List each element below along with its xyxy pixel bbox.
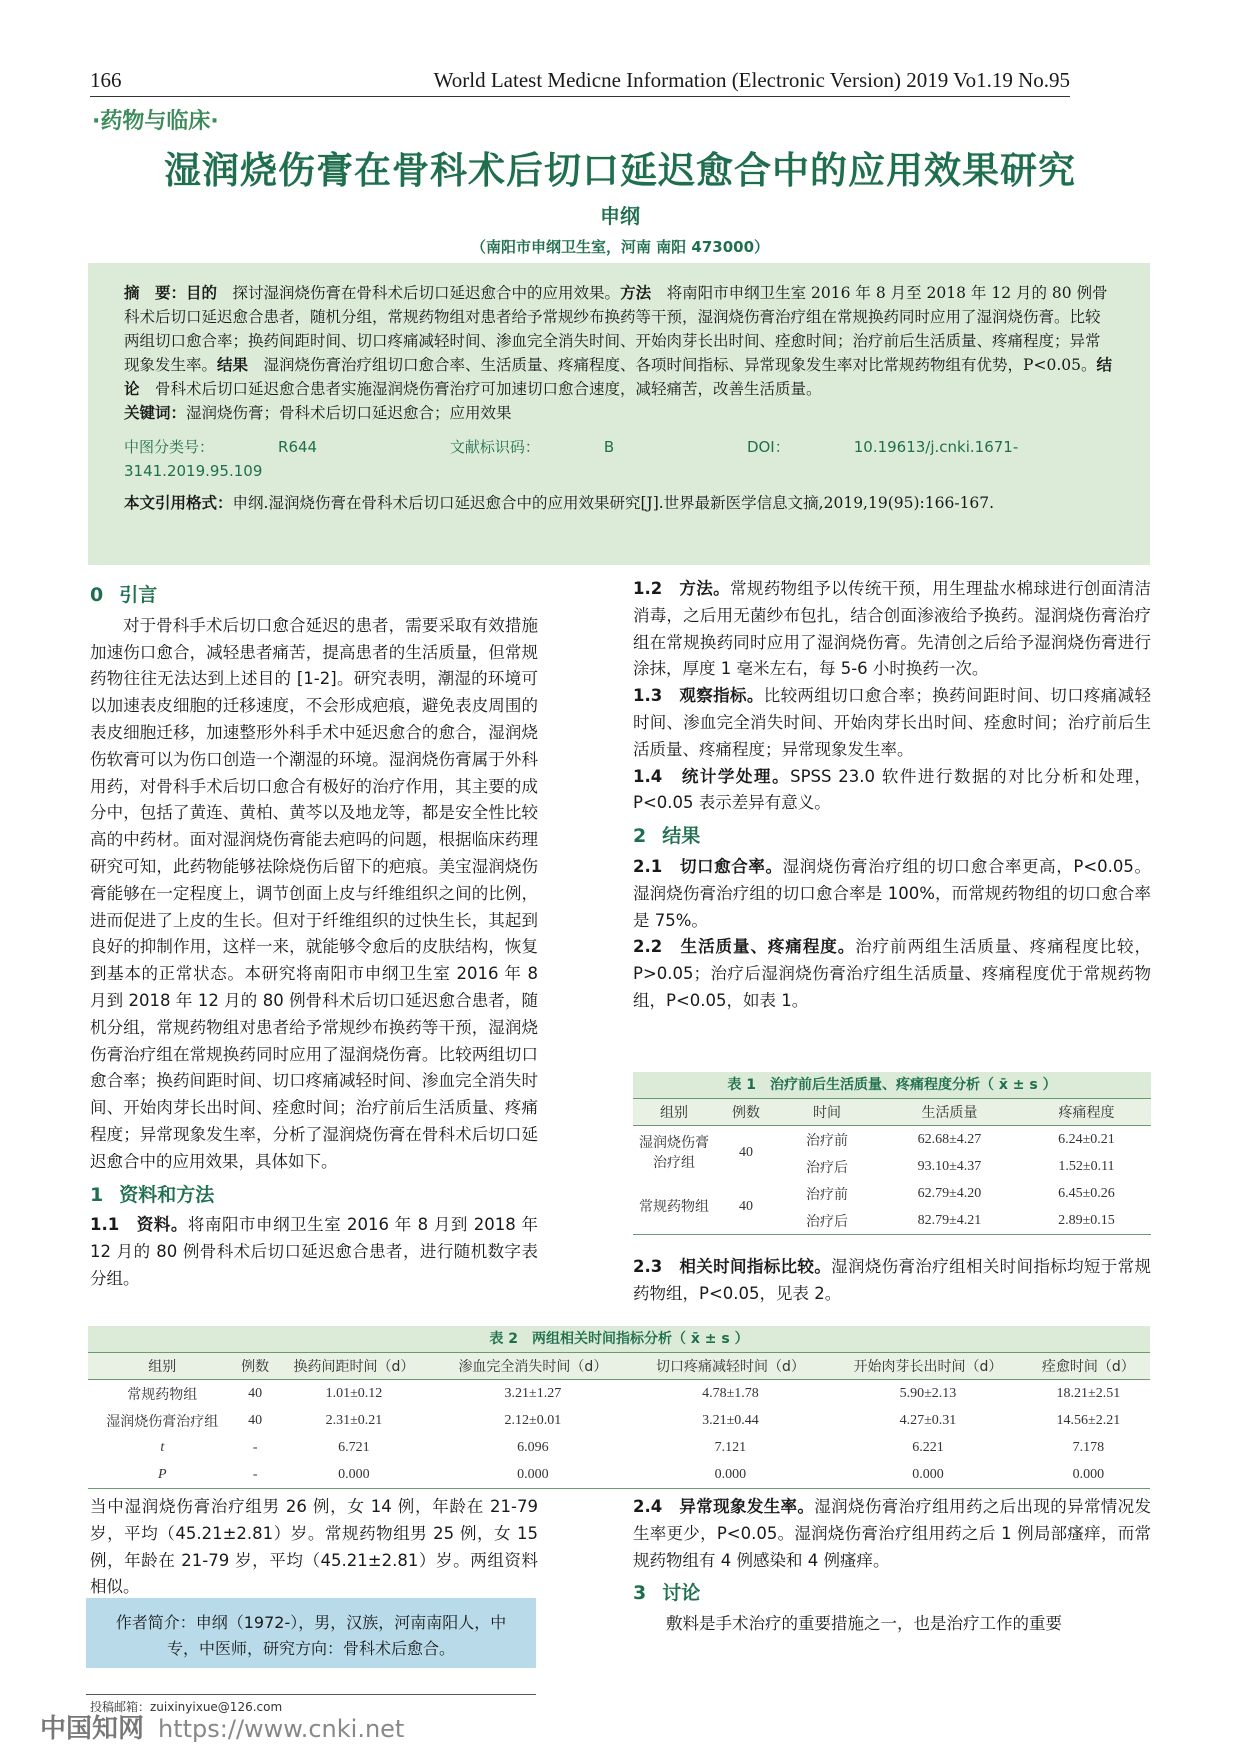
t1-header-group: 组别 xyxy=(633,1099,715,1126)
purpose-label: 目的 xyxy=(186,284,218,302)
cite-label: 本文引用格式： xyxy=(124,494,233,512)
table-row: 治疗后 82.79±4.21 2.89±0.15 xyxy=(633,1207,1151,1235)
t2-header-n: 例数 xyxy=(237,1353,274,1380)
cnki-watermark xyxy=(40,1708,404,1745)
footer-rule xyxy=(86,1694,536,1695)
abstract-text xyxy=(124,281,1114,401)
t1-header-time: 时间 xyxy=(777,1099,877,1126)
t2-header-granulation: 开始肉芽长出时间（d） xyxy=(829,1353,1027,1380)
doi-value[interactable]: 10.19613/j.cnki.1671-3141.2019.95.109 xyxy=(124,438,1019,480)
conclusion-text: 骨科术后切口延迟愈合患者实施湿润烧伤膏治疗可加速切口愈合速度，减轻痛苦，改善生活质量。 xyxy=(155,380,822,398)
t2-header-group: 组别 xyxy=(88,1353,237,1380)
method-text: 将南阳市申纲卫生室 2016 年 8 月至 2018 年 12 月的 80 例骨科术后切口延迟愈合患者，随机分组，常规药物组对患者给予常规纱布换药等干预，湿润烧伤膏治疗组在常规换药同时应用了湿润烧伤膏。比较两组切口愈合率；换药间距时间、切口疼痛减轻时间、渗血完全消失时间、开始肉芽长出时间、痊愈时间；治疗前后生活质量、疼痛程度；异常现象发生率。 xyxy=(124,284,1108,374)
abstract-box xyxy=(88,263,1150,565)
table-row: 治疗后 93.10±4.37 1.52±0.11 xyxy=(806,1158,1115,1176)
table-row: 湿润烧伤膏治疗组 40 2.31±0.21 2.12±0.01 3.21±0.44 4.27±0.31 14.56±2.21 xyxy=(106,1412,1121,1430)
table-row: 湿润烧伤膏治疗组 40 治疗前 62.68±4.27 6.24±0.21 xyxy=(639,1131,1115,1171)
heading-methods: 1 资料和方法 xyxy=(90,1183,215,1206)
abstract-label: 摘 要： xyxy=(124,284,187,302)
journal-name: World Latest Medicne Information (Electronic Version) 2019 Vo1.19 No.95 xyxy=(433,68,1070,92)
submission-email: 投稿邮箱：zuixinyixue@126.com xyxy=(90,1700,283,1714)
section-tag: ·药物与临床· xyxy=(92,109,219,134)
cite-text: 申纲.湿润烧伤膏在骨科术后切口延迟愈合中的应用效果研究[J].世界最新医学信息文摘,2019,19(95):166-167. xyxy=(232,494,995,512)
result-text: 湿润烧伤膏治疗组切口愈合率、生活质量、疼痛程度、各项时间指标、异常现象发生率对比常规药物组有优势，P<0.05。 xyxy=(263,356,1097,374)
method-label: 方法 xyxy=(620,284,652,302)
right-column-cont xyxy=(633,1254,1151,1308)
doc-code-label: 文献标识码： xyxy=(449,438,540,456)
left-column-lower xyxy=(90,1494,538,1601)
t1-header-pain: 疼痛程度 xyxy=(1022,1099,1151,1126)
para-1-3: 1.3 观察指标。比较两组切口愈合率；换药间距时间、切口疼痛减轻时间、渗血完全消失时间、开始肉芽长出时间、痊愈时间；治疗前后生活质量、疼痛程度；异常现象发生率。 xyxy=(633,686,1152,759)
intro-paragraph: 对于骨科手术后切口愈合延迟的患者，需要采取有效措施加速伤口愈合，减轻患者痛苦，提高患者的生活质量，但常规药物往往无法达到上述目的 [1-2]。研究表明，潮湿的环境可以加速表皮细胞的迁移速度，不会形成疤痕，避免表皮周围的表皮细胞迁移，加速整形外科手术中延迟愈合的愈合，湿润烧伤软膏可以为伤口创造一个潮湿的环境。湿润烧伤膏属于外科用药，对骨科手术后切口愈合有极好的治疗作用，其主要的成分中，包括了黄连、黄柏、黄芩以及地龙等，都是安全性比较高的中药材。面对湿润烧伤膏能去疤吗的问题，根据临床药理研究可知，此药物能够祛除烧伤后留下的疤痕。美宝湿润烧伤膏能够在一定程度上，调节创面上皮与纤维组织之间的比例，进而促进了上皮的生长。但对于纤维组织的过快生长，其起到良好的抑制作用，这样一来，就能够令愈后的皮肤结构，恢复到基本的正常状态。本研究将南阳市申纲卫生室 2016 年 8 月到 2018 年 12 月的 80 例骨科术后切口延迟愈合患者，随机分组，常规药物组对患者给予常规纱布换药等干预，湿润烧伤膏治疗组在常规换药同时应用了湿润烧伤膏。比较两组切口愈合率；换药间距时间、切口疼痛减轻时间、渗血完全消失时间、开始肉芽长出时间、痊愈时间；治疗前后生活质量、疼痛程度；异常现象发生率，分析了湿润烧伤膏在骨科术后切口延迟愈合中的应用效果，具体如下。 xyxy=(90,615,538,1171)
result-label: 结果 xyxy=(217,356,249,374)
keywords-label: 关键词： xyxy=(124,404,187,422)
left-column xyxy=(90,576,538,1293)
heading-intro: 0 引言 xyxy=(90,584,158,606)
cnki-logo: 中国知网 xyxy=(40,1714,145,1744)
author-info: 作者简介：申纲（1972-），男，汉族，河南南阳人，中专，中医师，研究方向：骨科术后愈合。 xyxy=(115,1613,507,1658)
clc-label: 中图分类号： xyxy=(124,438,215,456)
table-1 xyxy=(633,1072,1151,1235)
header-divider xyxy=(90,96,1070,97)
t1-header-qol: 生活质量 xyxy=(877,1099,1022,1126)
para-1-1-cont: 当中湿润烧伤膏治疗组男 26 例，女 14 例，年龄在 21-79 岁，平均（45.21±2.81）岁。常规药物组男 25 例，女 15 例，年龄在 21-79 岁，平均（45.21±2.81）岁。两组资料相似。 xyxy=(90,1497,538,1597)
doi-label: DOI： xyxy=(746,438,790,456)
keywords-text: 湿润烧伤膏；骨科术后切口延迟愈合；应用效果 xyxy=(186,404,512,422)
para-2-1: 2.1 切口愈合率。湿润烧伤膏治疗组的切口愈合率更高，P<0.05。湿润烧伤膏治疗组的切口愈合率是 100%，而常规药物组的切口愈合率是 75%。 xyxy=(633,856,1151,930)
table-2 xyxy=(88,1326,1150,1489)
para-1-2: 1.2 方法。常规药物组予以传统干预，用生理盐水棉球进行创面清洁消毒，之后用无菌纱布包扎，结合创面渗液给予换药。湿润烧伤膏治疗组在常规换药同时应用了湿润烧伤膏。先清创之后给予湿润烧伤膏进行涂抹，厚度 1 毫米左右，每 5-6 小时换药一次。 xyxy=(633,579,1151,679)
table-1-title: 表 1 治疗前后生活质量、疼痛程度分析（ x̄ ± s ） xyxy=(633,1072,1151,1098)
classification-line xyxy=(124,435,1114,483)
t2-header-dressing: 换药间距时间（d） xyxy=(274,1353,434,1380)
para-2-3: 2.3 相关时间指标比较。湿润烧伤膏治疗组相关时间指标均短于常规药物组，P<0.05，见表 2。 xyxy=(633,1257,1151,1303)
table-row: 常规药物组 40 1.01±0.12 3.21±1.27 4.78±1.78 5.90±2.13 18.21±2.51 xyxy=(127,1385,1121,1403)
page-number: 166 xyxy=(90,68,122,92)
table-row: t - 6.721 6.096 7.121 6.221 7.178 xyxy=(160,1439,1105,1455)
table-row: P - 0.000 0.000 0.000 0.000 0.000 xyxy=(88,1461,1150,1489)
article-title: 湿润烧伤膏在骨科术后切口延迟愈合中的应用效果研究 xyxy=(164,149,1076,192)
heading-discussion: 3 讨论 xyxy=(633,1582,701,1605)
author-info-box xyxy=(86,1598,536,1668)
para-1-4: 1.4 统计学处理。SPSS 23.0 软件进行数据的对比分析和处理，P<0.05 表示差异有意义。 xyxy=(633,766,1151,813)
right-column xyxy=(633,576,1151,1015)
t1-header-n: 例数 xyxy=(715,1099,777,1126)
affiliation: （南阳市申纲卫生室，河南 南阳 473000） xyxy=(470,238,770,256)
para-2-2: 2.2 生活质量、疼痛程度。治疗前两组生活质量、疼痛程度比较，P>0.05；治疗后湿润烧伤膏治疗组生活质量、疼痛程度优于常规药物组，P<0.05，如表 1。 xyxy=(633,937,1151,1010)
cnki-url[interactable]: https://www.cnki.net xyxy=(158,1715,405,1743)
conclusion-label: 结论 xyxy=(124,356,1112,398)
clc-value: R644 xyxy=(278,438,318,456)
t2-header-bleeding: 渗血完全消失时间（d） xyxy=(434,1353,632,1380)
table-2-title: 表 2 两组相关时间指标分析（ x̄ ± s ） xyxy=(88,1326,1150,1352)
doc-code-value: B xyxy=(603,438,615,456)
heading-results: 2 结果 xyxy=(633,825,701,848)
t2-header-pain: 切口疼痛减轻时间（d） xyxy=(632,1353,830,1380)
running-header xyxy=(90,68,1150,98)
purpose-text: 探讨湿润烧伤膏在骨科术后切口延迟愈合中的应用效果。 xyxy=(232,284,621,302)
right-column-lower xyxy=(633,1494,1151,1638)
para-2-4: 2.4 异常现象发生率。湿润烧伤膏治疗组用药之后出现的异常情况发生率更少，P<0.05。湿润烧伤膏治疗组用药之后 1 例局部瘙痒，而常规药物组有 4 例感染和 4 例瘙痒。 xyxy=(633,1497,1152,1570)
t2-header-healing: 痊愈时间（d） xyxy=(1027,1353,1150,1380)
para-1-1: 1.1 资料。将南阳市申纲卫生室 2016 年 8 月到 2018 年 12 月的 80 例骨科术后切口延迟愈合患者，进行随机数字表分组。 xyxy=(90,1215,538,1288)
author-name: 申纲 xyxy=(600,204,640,228)
discussion-paragraph: 敷料是手术治疗的重要措施之一，也是治疗工作的重要 xyxy=(666,1614,1062,1634)
table-row: 常规药物组 40 治疗前 62.79±4.20 6.45±0.26 xyxy=(633,1180,1151,1207)
keywords-line xyxy=(124,401,1114,425)
citation-line xyxy=(124,491,1114,515)
